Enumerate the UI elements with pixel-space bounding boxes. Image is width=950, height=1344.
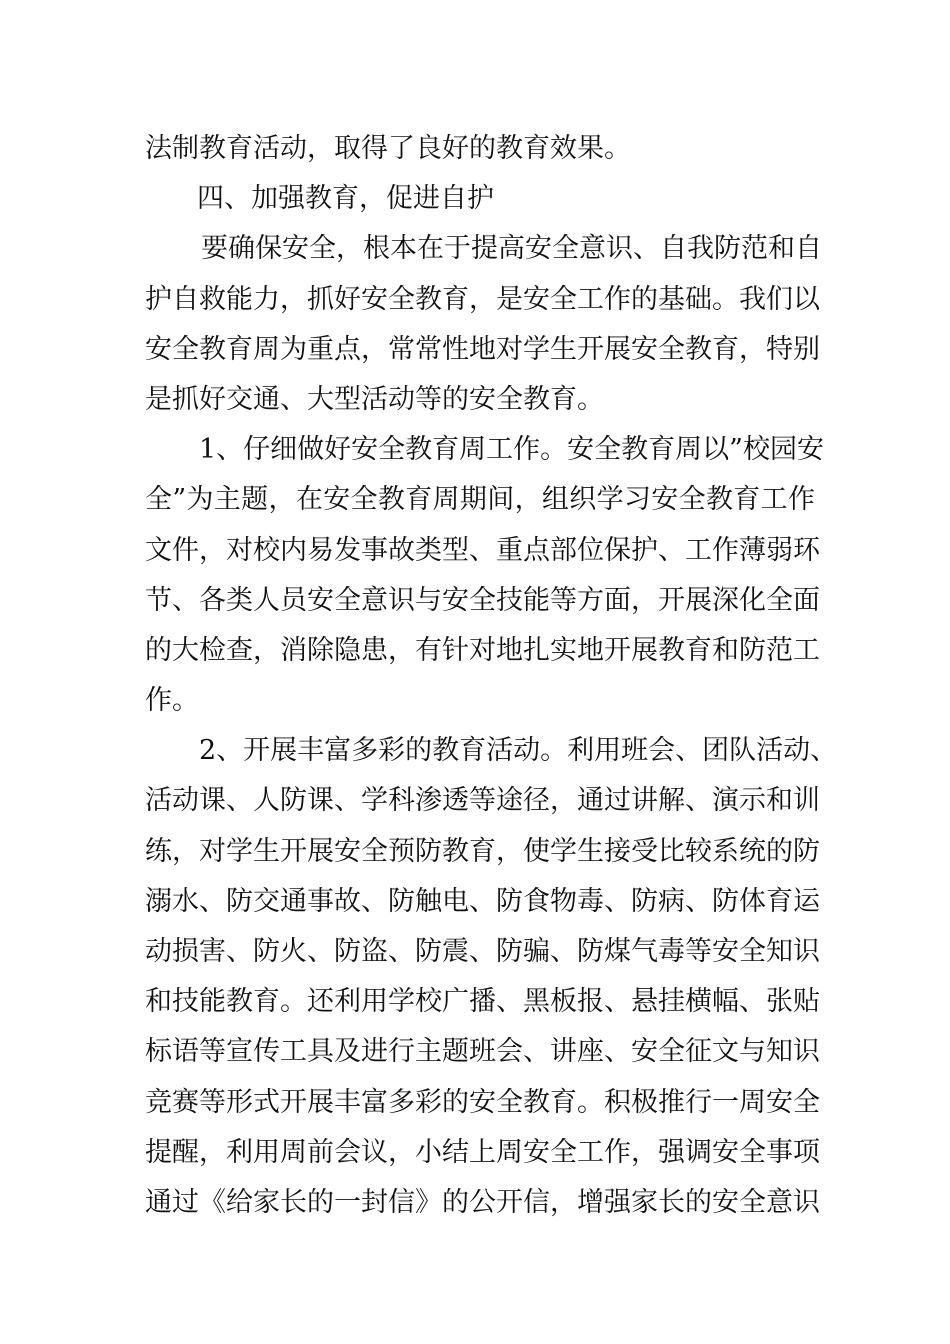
list-item-line: 通过《给家长的一封信》的公开信，增强家长的安全意识 <box>145 1186 820 1218</box>
list-item-line: 练，对学生开展安全预防教育，使学生接受比较系统的防 <box>145 835 820 867</box>
list-item-line: 竞赛等形式开展丰富多彩的安全教育。积极推行一周安全 <box>145 1086 820 1118</box>
list-item-line: 作。 <box>145 685 199 717</box>
list-item-line: 2、开展丰富多彩的教育活动。利用班会、团队活动、 <box>199 735 838 767</box>
document-body <box>145 124 838 1228</box>
list-item-line: 文件，对校内易发事故类型、重点部位保护、工作薄弱环 <box>145 534 820 566</box>
list-item-line: 活动课、人防课、学科渗透等途径，通过讲解、演示和训 <box>145 785 820 817</box>
section-heading: 四、加强教育，促进自护 <box>197 183 494 215</box>
paragraph-line: 法制教育活动，取得了良好的教育效果。 <box>145 133 631 164</box>
list-item-line: 节、各类人员安全意识与安全技能等方面，开展深化全面 <box>145 584 820 616</box>
list-item-line: 和技能教育。还利用学校广播、黑板报、悬挂横幅、张贴 <box>145 986 820 1018</box>
paragraph-line: 安全教育周为重点，常常性地对学生开展安全教育，特别 <box>145 333 820 365</box>
list-item-line: 溺水、防交通事故、防触电、防食物毒、防病、防体育运 <box>145 885 820 917</box>
paragraph-line: 护自救能力，抓好安全教育，是安全工作的基础。我们以 <box>145 283 820 315</box>
paragraph-line: 要确保安全，根本在于提高安全意识、自我防范和自 <box>201 233 822 265</box>
list-item-line: 全”为主题，在安全教育周期间，组织学习安全教育工作 <box>145 484 815 516</box>
list-item-line: 的大检查，消除隐患，有针对地扎实地开展教育和防范工 <box>145 634 820 666</box>
list-item-line: 1、仔细做好安全教育周工作。安全教育周以”校园安 <box>199 434 824 466</box>
list-item-line: 提醒，利用周前会议，小结上周安全工作，强调安全事项 <box>145 1136 820 1168</box>
paragraph-line: 是抓好交通、大型活动等的安全教育。 <box>145 383 604 415</box>
list-item-line: 标语等宣传工具及进行主题班会、讲座、安全征文与知识 <box>145 1036 820 1068</box>
list-item-line: 动损害、防火、防盗、防震、防骗、防煤气毒等安全知识 <box>145 936 820 967</box>
